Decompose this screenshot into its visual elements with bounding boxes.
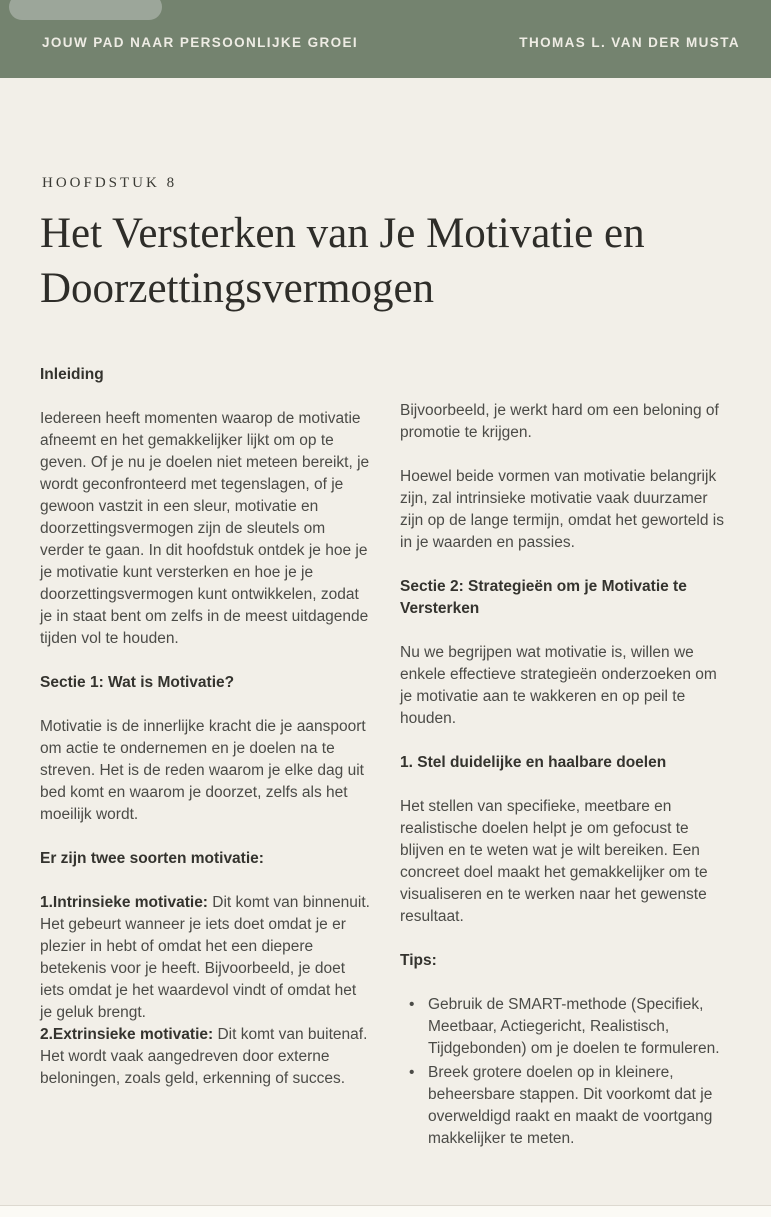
section-heading: 1. Stel duidelijke en haalbare doelen <box>400 754 667 771</box>
body-columns <box>40 364 731 1150</box>
header-inner <box>0 0 771 78</box>
paragraph: 2.Extrinsieke motivatie: Dit komt van buitenaf. Het wordt vaak aangedreven door externe beloningen, zoals geld, erkenning of succes. <box>40 1026 368 1087</box>
text-column-left <box>40 364 370 1150</box>
paragraph: Nu we begrijpen wat motivatie is, willen we enkele effectieve strategieën onderzoeken om je motivatie aan te wakkeren en op peil te houden. <box>400 644 717 727</box>
paragraph-lead: 2.Extrinsieke motivatie: <box>40 1026 214 1043</box>
section-heading: Inleiding <box>40 366 104 383</box>
paragraph: Bijvoorbeeld, je werkt hard om een beloning of promotie te krijgen. <box>400 402 719 441</box>
header-series-title: JOUW PAD NAAR PERSOONLIJKE GROEI <box>42 34 359 50</box>
paragraph: Het stellen van specifieke, meetbare en realistische doelen helpt je om gefocust te blijven en te weten wat je wilt bereiken. Een concreet doel maakt het gemakkelijker om te visualiseren en te werken naar het gewenste resultaat. <box>400 798 708 925</box>
header-author-name: THOMAS L. VAN DER MUSTA <box>519 34 740 50</box>
section-heading: Sectie 2: Strategieën om je Motivatie te Versterken <box>400 578 687 617</box>
paragraph: Motivatie is de innerlijke kracht die je aanspoort om actie te ondernemen en je doelen na te streven. Het is de reden waarom je elke dag uit bed komt en waarom je doorzet, zelfs als het moeilijk wordt. <box>40 718 366 823</box>
paragraph-lead: 1.Intrinsieke motivatie: <box>40 894 208 911</box>
page-bottom-edge <box>0 1205 771 1217</box>
text-column-right <box>400 400 730 1150</box>
paragraph: Hoewel beide vormen van motivatie belangrijk zijn, zal intrinsieke motivatie vaak duurzamer zijn op de lange termijn, omdat het geworteld is in je waarden en passies. <box>400 468 724 551</box>
bullet-item: • Gebruik de SMART-methode (Specifiek, Meetbaar, Actiegericht, Realistisch, Tijdgebonden) om je doelen te formuleren. <box>428 994 730 1060</box>
page-content <box>0 175 771 1150</box>
section-heading: Tips: <box>400 952 437 969</box>
paragraph: Iedereen heeft momenten waarop de motivatie afneemt en het gemakkelijker lijkt om op te geven. Of je nu je doelen niet meteen bereikt, je wordt geconfronteerd met tegenslagen, of je gewoon vastzit in een sleur, motivatie en doorzettingsvermogen zijn de sleutels om verder te gaan. In dit hoofdstuk ontdek je hoe je je motivatie kunt versterken en hoe je je doorzettingsvermogen kunt ontwikkelen, zodat je in staat bent om zelfs in de meest uitdagende tijden vol te houden. <box>40 410 370 647</box>
chapter-title: Het Versterken van Je Motivatie en Doorzettingsvermogen <box>40 210 645 312</box>
section-heading: Sectie 1: Wat is Motivatie? <box>40 674 235 691</box>
bullet-item: • Breek grotere doelen op in kleinere, beheersbare stappen. Dit voorkomt dat je overweldigd raakt en maakt de voortgang makkelijker te meten. <box>428 1062 730 1150</box>
paragraph: 1.Intrinsieke motivatie: Dit komt van binnenuit. Het gebeurt wanneer je iets doet omdat je er plezier in hebt of omdat het een diepere betekenis voor je heeft. Bijvoorbeeld, je doet iets omdat je het waardevol vindt of omdat het je geluk brengt. <box>40 894 370 1021</box>
page-header-bar <box>0 0 771 78</box>
bullet-list <box>400 994 730 1150</box>
section-heading: Er zijn twee soorten motivatie: <box>40 850 264 867</box>
chapter-kicker: HOOFDSTUK 8 <box>42 175 178 191</box>
